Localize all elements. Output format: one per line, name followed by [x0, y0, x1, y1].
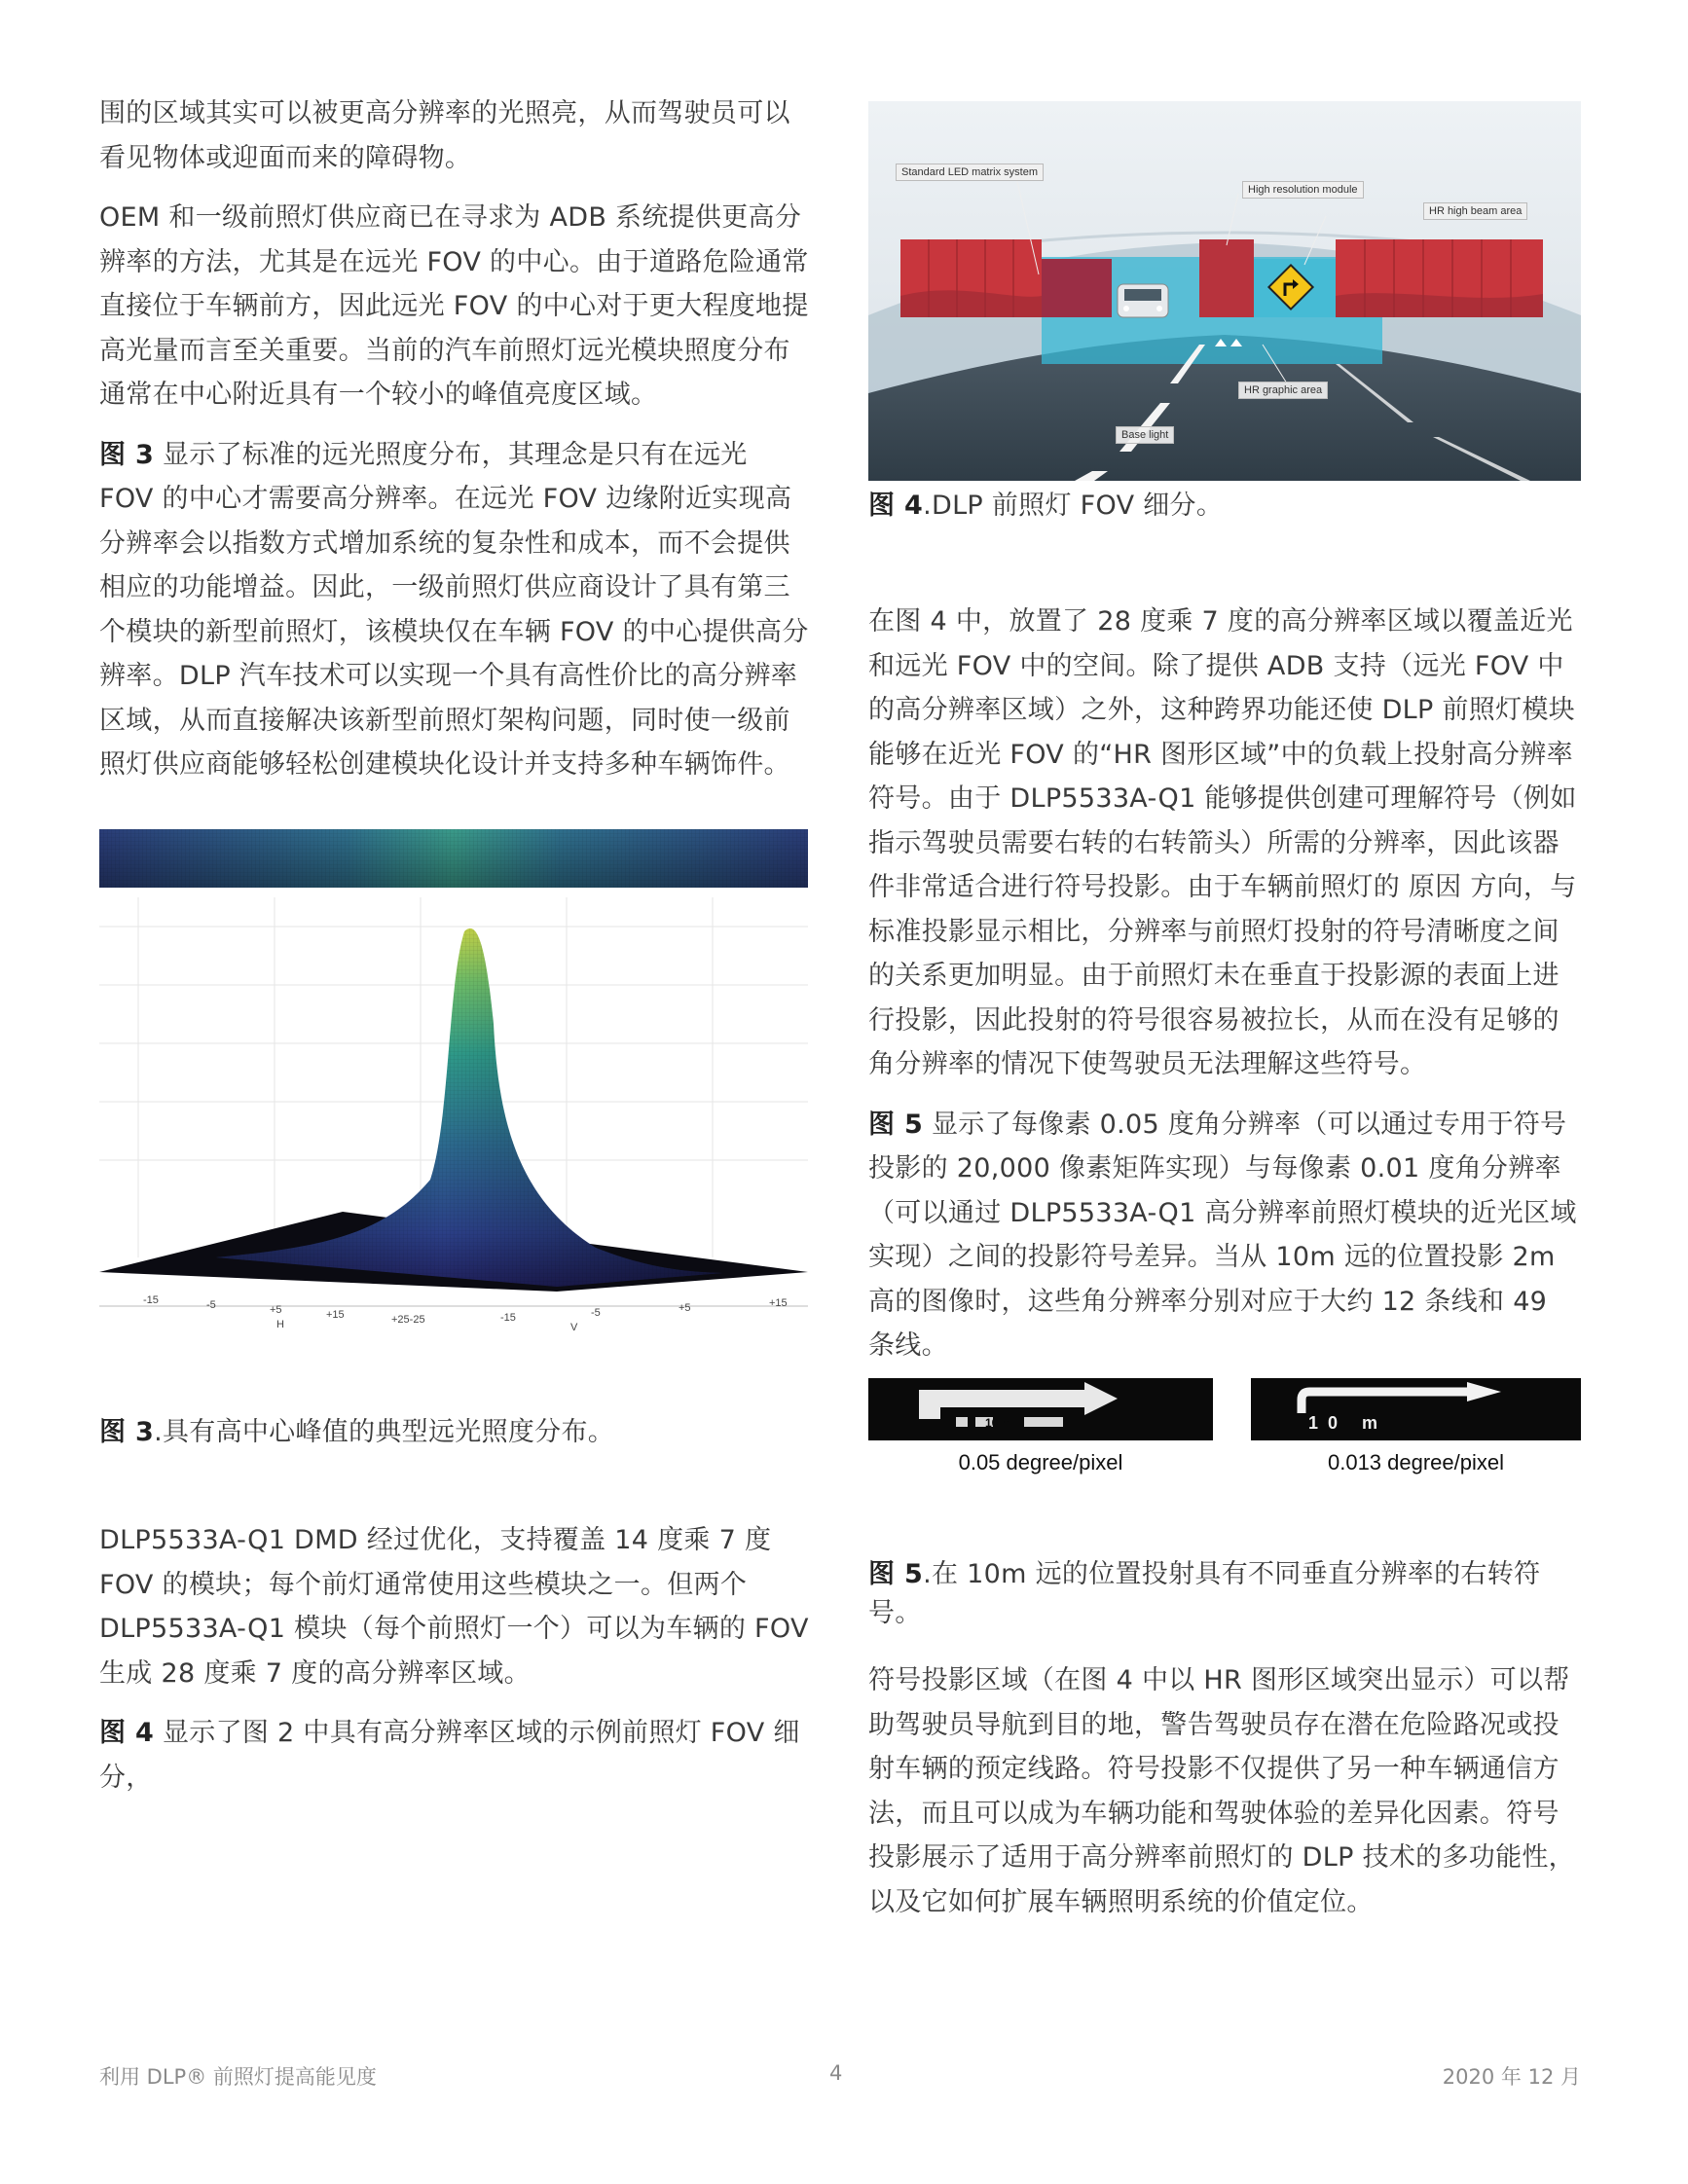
v-tick-4: +15: [769, 1297, 788, 1309]
low-res-sign-text: 10 m: [985, 1416, 1012, 1430]
left-column-lower: [99, 1518, 810, 1815]
v-tick-3: +5: [679, 1302, 691, 1314]
figure-4: [868, 101, 1581, 481]
h-tick-4: +15: [326, 1309, 345, 1321]
h-tick-3: +5: [270, 1304, 282, 1316]
figure-3: [99, 829, 808, 1335]
h-tick-1: -15: [143, 1294, 159, 1306]
high-resolution-module-block: [1199, 239, 1254, 317]
figure-3-caption: 图 3.具有高中心峰值的典型远光照度分布。: [99, 1417, 615, 1447]
label-hr-graphic-area: HR graphic area: [1238, 382, 1328, 399]
low-resolution-label: 0.05 degree/pixel: [958, 1450, 1123, 1474]
figure-5: [868, 1378, 1581, 1495]
figure-5-caption: 图 5.在 10m 远的位置投射具有不同垂直分辨率的右转符号。: [868, 1559, 1541, 1628]
footer-title: 利用 DLP® 前照灯提高能见度: [99, 2065, 377, 2089]
left-paragraph-1: 围的区域其实可以被更高分辨率的光照亮，从而驾驶员可以看见物体或迎面而来的障碍物。: [99, 98, 790, 173]
label-high-resolution-module: High resolution module: [1242, 181, 1364, 199]
right-column: [868, 600, 1581, 1384]
figure-4-reference[interactable]: 图 4: [99, 1718, 155, 1748]
v-axis-label: V: [570, 1322, 578, 1333]
figure-3-reference[interactable]: 图 3: [99, 439, 155, 470]
left-paragraph-5: 图 4 显示了图 2 中具有高分辨率区域的示例前照灯 FOV 细分，: [99, 1718, 800, 1793]
oncoming-car: [1118, 284, 1168, 317]
headlight-fov-illustration: [868, 101, 1581, 481]
v-tick-2: -5: [591, 1307, 601, 1319]
footer-date: 2020 年 12 月: [1442, 2065, 1581, 2089]
label-hr-high-beam-area: HR high beam area: [1423, 202, 1527, 220]
figure-4-caption: 图 4.DLP 前照灯 FOV 细分。: [868, 491, 1224, 521]
illuminance-3d-plot: [99, 829, 808, 1335]
page-number: 4: [829, 2061, 843, 2085]
right-column-lower: [868, 1658, 1581, 1940]
figure-3-caption-ref: 图 3: [99, 1417, 155, 1447]
h-axis-label: H: [276, 1319, 284, 1330]
h-tick-5: +25-25: [391, 1314, 425, 1326]
right-paragraph-1: 在图 4 中，放置了 28 度乘 7 度的高分辨率区域以覆盖近光和远光 FOV 中的空间。除了提供 ADB 支持（远光 FOV 中的高分辨率区域）之外，这种跨界功能还使 DLP 前照灯模块能够在近光 FOV 的“HR 图形区域”中的负载上投射高分辨率符号。由于 DLP5533A-Q1 能够提供创建可理解符号（例如指示驾驶员需要右转的右转箭头）所需的分辨率，因此该器件非常适合进行符号投影。由于车辆前照灯的 原因 方向，与标准投影显示相比，分辨率与前照灯投射的符号清晰度之间的关系更加明显。由于前照灯未在垂直于投影源的表面上进行投影，因此投射的符号很容易被拉长，从而在没有足够的角分辨率的情况下使驾驶员无法理解这些符号。: [868, 606, 1577, 1079]
high-res-sign-text: 10 m: [1308, 1413, 1388, 1433]
figure-5-caption-ref: 图 5: [868, 1559, 924, 1589]
high-resolution-symbol: [1251, 1378, 1581, 1440]
figure-4-caption-ref: 图 4: [868, 491, 924, 521]
figure-5-reference[interactable]: 图 5: [868, 1109, 924, 1140]
high-resolution-label: 0.013 degree/pixel: [1327, 1450, 1505, 1474]
low-resolution-symbol: [868, 1378, 1213, 1440]
v-tick-1: -15: [500, 1312, 516, 1324]
label-base-light: Base light: [1116, 426, 1174, 444]
left-paragraph-2: OEM 和一级前照灯供应商已在寻求为 ADB 系统提供更高分辨率的方法，尤其是在远光 FOV 的中心。由于道路危险通常直接位于车辆前方，因此远光 FOV 的中心对于更大程度地提高光量而言至关重要。当前的汽车前照灯远光模块照度分布通常在中心附近具有一个较小的峰值亮度区域。: [99, 202, 809, 410]
h-tick-2: -5: [206, 1299, 216, 1311]
left-paragraph-4: DLP5533A-Q1 DMD 经过优化，支持覆盖 14 度乘 7 度 FOV 的模块；每个前灯通常使用这些模块之一。但两个 DLP5533A-Q1 模块（每个前照灯一个）可以为车辆的 FOV 生成 28 度乘 7 度的高分辨率区域。: [99, 1525, 809, 1689]
label-standard-led-matrix: Standard LED matrix system: [896, 164, 1044, 181]
left-column: [99, 91, 810, 803]
right-paragraph-3: 符号投影区域（在图 4 中以 HR 图形区域突出显示）可以帮助驾驶员导航到目的地，警告驾驶员存在潜在危险路况或投射车辆的预定线路。符号投影不仅提供了另一种车辆通信方法，而且可以成为车辆功能和驾驶体验的差异化因素。符号投影展示了适用于高分辨率前照灯的 DLP 技术的多功能性，以及它如何扩展车辆照明系统的价值定位。: [868, 1665, 1575, 1917]
figure-5-symbols: [868, 1378, 1581, 1446]
right-paragraph-2: 图 5 显示了每像素 0.05 度角分辨率（可以通过专用于符号投影的 20,000 像素矩阵实现）与每像素 0.01 度角分辨率（可以通过 DLP5533A-Q1 高分辨率前照灯模块的近光区域实现）之间的投影符号差异。当从 10m 远的位置投影 2m 高的图像时，这些角分辨率分别对应于大约 12 条线和 49 条线。: [868, 1109, 1577, 1361]
left-paragraph-3: 图 3 显示了标准的远光照度分布，其理念是只有在远光 FOV 的中心才需要高分辨率。在远光 FOV 边缘附近实现高分辨率会以指数方式增加系统的复杂性和成本，而不会提供相应的功能增益。因此，一级前照灯供应商设计了具有第三个模块的新型前照灯，该模块仅在车辆 FOV 的中心提供高分辨率。DLP 汽车技术可以实现一个具有高性价比的高分辨率区域，从而直接解决该新型前照灯架构问题，同时使一级前照灯供应商能够轻松创建模块化设计并支持多种车辆饰件。: [99, 439, 809, 780]
